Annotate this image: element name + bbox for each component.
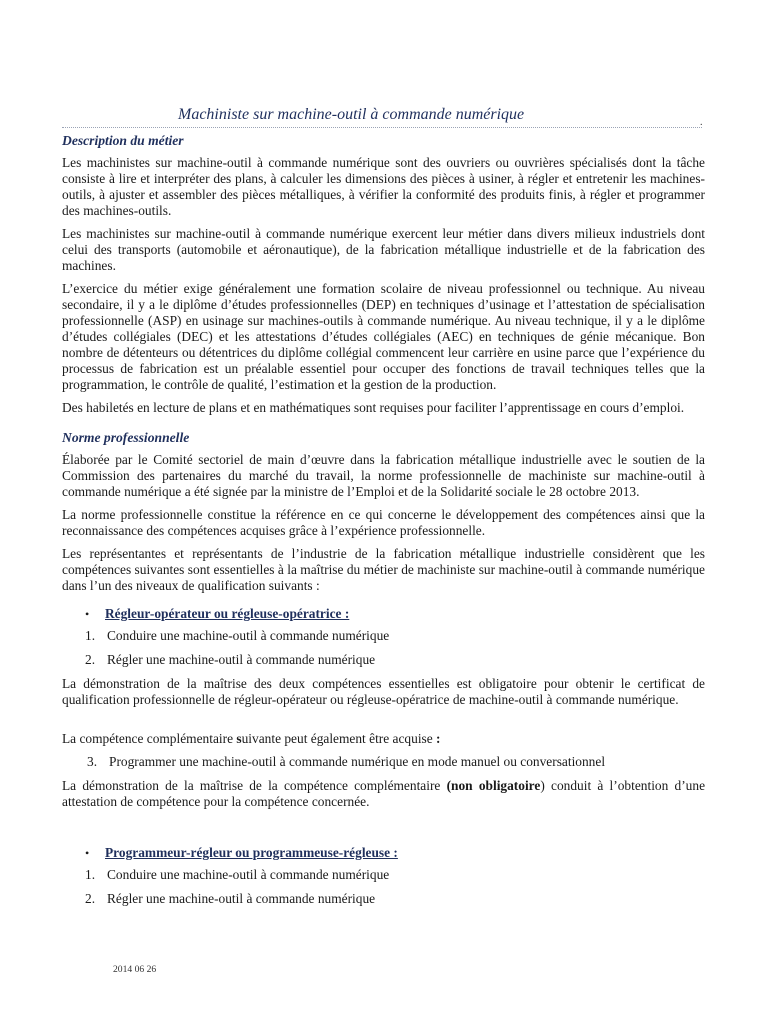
bullet-label: Programmeur-régleur ou programmeuse-régleuse : <box>105 845 398 860</box>
list-number: 1. <box>85 628 96 643</box>
list-item <box>87 754 705 770</box>
list-text: Régler une machine-outil à commande numérique <box>107 891 376 906</box>
bullet-programmeur-regleur <box>85 845 705 861</box>
list-text: Régler une machine-outil à commande numérique <box>107 652 376 667</box>
title-divider <box>62 127 702 128</box>
spacer <box>62 817 705 833</box>
list-item <box>85 867 705 883</box>
list-item <box>85 628 705 644</box>
paragraph: Les machinistes sur machine-outil à commande numérique exercent leur métier dans divers milieux industriels dont celui des transports (automobile et aéronautique), de la fabrication métallique industrielle et de la fabrication des machines. <box>62 226 705 273</box>
paragraph: Les machinistes sur machine-outil à commande numérique sont des ouvriers ou ouvrières spécialisés dont la tâche consiste à lire et interpréter des plans, à calculer les dimensions des pièces à usiner, à régler et entretenir les machines-outils, à ajuster et assembler des pièces métalliques, à vérifier la conformité des produits finis, à régler et programmer des machines-outils. <box>62 155 705 218</box>
text-run-bold: : <box>436 731 441 746</box>
bullet-label: Régleur-opérateur ou régleuse-opératrice : <box>105 606 350 621</box>
list-number: 2. <box>85 891 96 906</box>
section-heading-description: Description du métier <box>62 133 184 148</box>
paragraph: Les représentantes et représentants de l’industrie de la fabrication métallique industrielle considèrent que les compétences suivantes sont essentielles à la maîtrise du métier de machiniste sur machine-outil à commande numérique dans l’un des niveaux de qualification suivants : <box>62 546 705 593</box>
text-run: La démonstration de la maîtrise de la compétence complémentaire <box>62 778 447 793</box>
list-text: Conduire une machine-outil à commande numérique <box>107 867 390 882</box>
section-heading-norme: Norme professionnelle <box>62 430 190 445</box>
document-title: Machiniste sur machine-outil à commande numérique <box>178 106 525 123</box>
text-run: uivante peut également être acquise <box>241 731 437 746</box>
text-run: La compétence complémentaire <box>62 731 237 746</box>
title-mark: . <box>700 117 703 128</box>
paragraph: Des habiletés en lecture de plans et en mathématiques sont requises pour faciliter l’apprentissage en cours d’emploi. <box>62 400 685 415</box>
bullet-symbol: • <box>85 607 90 621</box>
bullet-regleur-operateur <box>85 606 705 622</box>
bullet-symbol: • <box>85 846 90 860</box>
paragraph <box>62 778 705 810</box>
spacer <box>62 715 705 731</box>
paragraph: L’exercice du métier exige généralement une formation scolaire de niveau professionnel ou technique. Au niveau secondaire, il y a le diplôme d’études professionnelles (DEP) en techniques d’usinage et l’attestation de spécialisation professionnelle (ASP) en usinage sur machines-outils à commande numérique. Au niveau technique, il y a le diplôme d’études collégiales (DEC) et les attestations d’études collégiales (AEC) en techniques de génie mécanique. Bon nombre de détenteurs ou détentrices du diplôme collégial commencent leur carrière en usine parce que l’expérience du processus de fabrication est un préalable essentiel pour occuper des fonctions de travail techniques telles que la programmation, le contrôle de qualité, l’estimation et la gestion de la production. <box>62 281 705 392</box>
text-run-bold: s <box>236 731 242 746</box>
footer-date: 2014 06 26 <box>113 964 157 975</box>
text-run: ) conduit à l’obtention d’une attestation de compétence pour la compétence concernée. <box>62 778 706 809</box>
list-text: Conduire une machine-outil à commande numérique <box>107 628 390 643</box>
paragraph: La norme professionnelle constitue la référence en ce qui concerne le développement des compétences ainsi que la reconnaissance des compétences acquises grâce à l’expérience professionnelle. <box>62 507 705 538</box>
list-number: 1. <box>85 867 96 882</box>
list-text: Programmer une machine-outil à commande numérique en mode manuel ou conversationnel <box>109 754 606 769</box>
list-item <box>85 652 705 668</box>
list-number: 3. <box>87 754 98 769</box>
paragraph: La démonstration de la maîtrise des deux compétences essentielles est obligatoire pour obtenir le certificat de qualification professionnelle de régleur-opérateur ou régleuse-opératrice de machine-outil à commande numérique. <box>62 676 705 707</box>
list-item <box>85 891 705 907</box>
complementary-paragraph <box>62 731 705 747</box>
document-body <box>62 133 705 915</box>
list-number: 2. <box>85 652 96 667</box>
text-run-bold: (non obligatoire <box>446 778 541 793</box>
paragraph: Élaborée par le Comité sectoriel de main d’œuvre dans la fabrication métallique industrielle avec le soutien de la Commission des partenaires du marché du travail, la norme professionnelle de machiniste sur machine-outil à commande numérique a été signée par la ministre de l’Emploi et de la Solidarité sociale le 28 octobre 2013. <box>62 452 705 499</box>
